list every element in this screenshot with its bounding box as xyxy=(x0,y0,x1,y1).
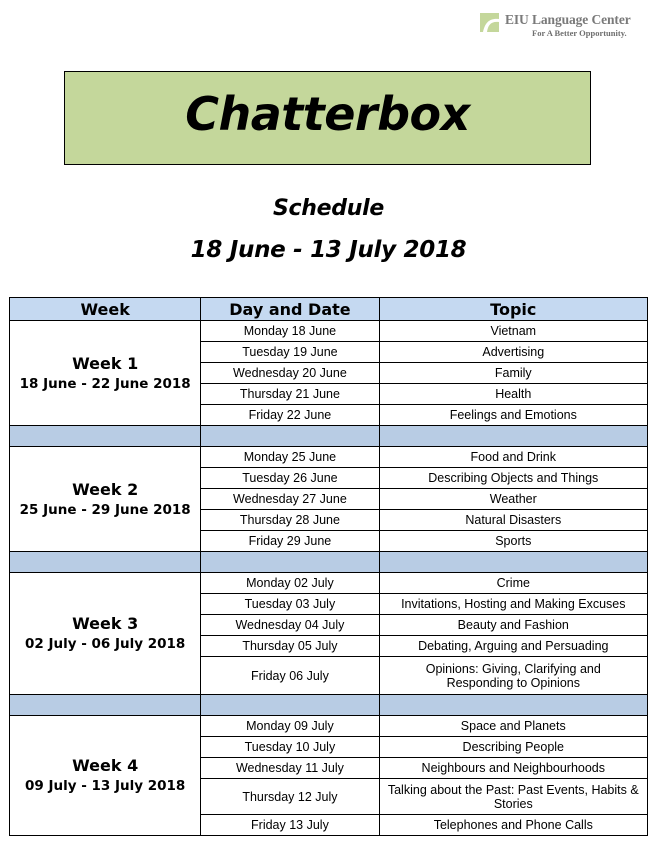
topic-cell: Weather xyxy=(379,489,647,510)
week-separator-row xyxy=(10,426,648,447)
table-row xyxy=(10,447,648,468)
header-topic: Topic xyxy=(379,298,647,321)
day-cell: Friday 13 July xyxy=(201,815,379,836)
header-week: Week xyxy=(10,298,201,321)
week-cell xyxy=(10,573,201,695)
logo-tagline: For A Better Opportunity. xyxy=(532,28,627,38)
week-range: 02 July - 06 July 2018 xyxy=(24,636,186,652)
day-cell: Friday 06 July xyxy=(201,657,379,695)
day-cell: Wednesday 20 June xyxy=(201,363,379,384)
week-name: Week 1 xyxy=(72,353,139,373)
day-cell: Friday 22 June xyxy=(201,405,379,426)
week-range: 25 June - 29 June 2018 xyxy=(19,501,191,518)
table-row xyxy=(10,573,648,594)
day-cell: Tuesday 19 June xyxy=(201,342,379,363)
week-name: Week 4 xyxy=(72,756,139,775)
week-name: Week 3 xyxy=(72,614,139,633)
eiu-logo-icon xyxy=(480,13,499,32)
week-range: 09 July - 13 July 2018 xyxy=(24,778,186,794)
topic-cell: Telephones and Phone Calls xyxy=(379,815,647,836)
topic-cell: Vietnam xyxy=(379,321,647,342)
topic-cell: Describing Objects and Things xyxy=(379,468,647,489)
topic-cell: Family xyxy=(379,363,647,384)
day-cell: Tuesday 03 July xyxy=(201,594,379,615)
page-title: Chatterbox xyxy=(185,87,470,141)
topic-cell: Invitations, Hosting and Making Excuses xyxy=(379,594,647,615)
topic-cell: Natural Disasters xyxy=(379,510,647,531)
topic-cell: Describing People xyxy=(379,737,647,758)
day-cell: Thursday 05 July xyxy=(201,636,379,657)
topic-cell: Opinions: Giving, Clarifying and Responding to Opinions xyxy=(379,657,647,695)
week-cell xyxy=(10,716,201,836)
day-cell: Tuesday 26 June xyxy=(201,468,379,489)
day-cell: Monday 25 June xyxy=(201,447,379,468)
table-row xyxy=(10,321,648,342)
day-cell: Thursday 12 July xyxy=(201,779,379,815)
eiu-logo xyxy=(480,12,665,38)
topic-cell: Space and Planets xyxy=(379,716,647,737)
logo-name: EIU Language Center xyxy=(505,12,631,27)
topic-cell: Health xyxy=(379,384,647,405)
day-cell: Wednesday 04 July xyxy=(201,615,379,636)
day-cell: Friday 29 June xyxy=(201,531,379,552)
day-cell: Thursday 21 June xyxy=(201,384,379,405)
day-cell: Wednesday 11 July xyxy=(201,758,379,779)
day-cell: Monday 18 June xyxy=(201,321,379,342)
title-banner xyxy=(64,71,591,165)
week-cell xyxy=(10,447,201,552)
topic-cell: Beauty and Fashion xyxy=(379,615,647,636)
day-cell: Tuesday 10 July xyxy=(201,737,379,758)
topic-cell: Advertising xyxy=(379,342,647,363)
schedule-heading: Schedule xyxy=(273,196,384,221)
topic-cell: Neighbours and Neighbourhoods xyxy=(379,758,647,779)
schedule-table xyxy=(9,297,648,836)
topic-cell: Food and Drink xyxy=(379,447,647,468)
week-separator-row xyxy=(10,552,648,573)
header-day-and-date: Day and Date xyxy=(201,298,379,321)
day-cell: Monday 09 July xyxy=(201,716,379,737)
topic-cell: Sports xyxy=(379,531,647,552)
week-range: 18 June - 22 June 2018 xyxy=(19,375,191,392)
table-header-row xyxy=(10,298,648,321)
day-cell: Wednesday 27 June xyxy=(201,489,379,510)
table-row xyxy=(10,716,648,737)
topic-cell: Talking about the Past: Past Events, Habits & Stories xyxy=(379,779,647,815)
week-separator-row xyxy=(10,695,648,716)
topic-cell: Feelings and Emotions xyxy=(379,405,647,426)
topic-cell: Crime xyxy=(379,573,647,594)
topic-cell: Debating, Arguing and Persuading xyxy=(379,636,647,657)
week-cell xyxy=(10,321,201,426)
day-cell: Thursday 28 June xyxy=(201,510,379,531)
week-name: Week 2 xyxy=(72,479,139,499)
day-cell: Monday 02 July xyxy=(201,573,379,594)
schedule-date-range: 18 June - 13 July 2018 xyxy=(190,237,467,263)
